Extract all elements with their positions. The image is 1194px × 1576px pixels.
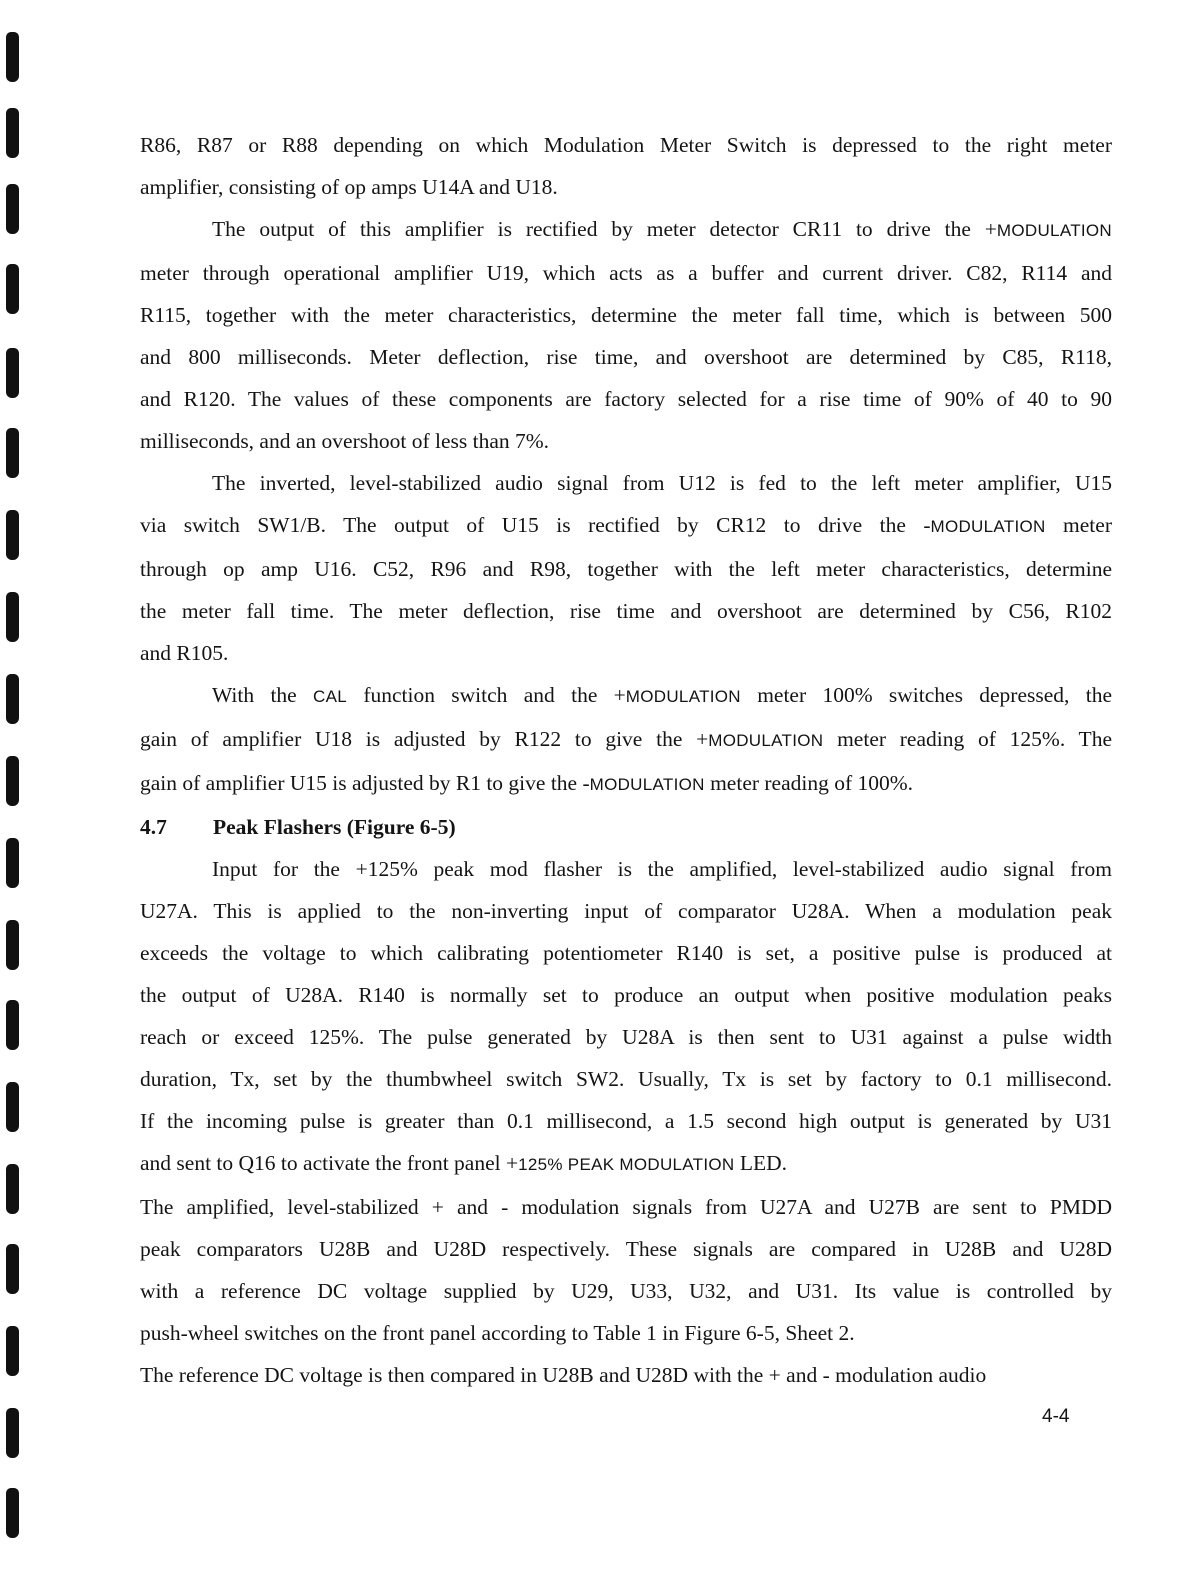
paragraph <box>140 1186 1112 1354</box>
binding-hole <box>6 1408 19 1458</box>
small-caps-text: MODULATION <box>930 517 1046 536</box>
page-number: 4-4 <box>1042 1406 1070 1427</box>
text-line <box>140 1312 1112 1354</box>
text-run: meter through operational amplifier U19, which acts as a buffer and current driver. C82, R114 and <box>140 261 1112 285</box>
small-caps-text: MODULATION <box>996 221 1112 240</box>
text-line <box>140 1058 1112 1100</box>
binding-hole <box>6 1326 19 1376</box>
text-line <box>140 848 1112 890</box>
binding-hole <box>6 1082 19 1132</box>
text-run: and sent to Q16 to activate the front panel + <box>140 1151 519 1175</box>
text-run: Input for the +125% peak mod flasher is the amplified, level-stabilized audio signal from <box>212 857 1112 881</box>
binding-hole <box>6 592 19 642</box>
small-caps-text: MODULATION <box>708 731 824 750</box>
paragraph <box>140 208 1112 462</box>
text-run: via switch SW1/B. The output of U15 is rectified by CR12 to drive the - <box>140 513 931 537</box>
text-line <box>140 336 1112 378</box>
text-run: milliseconds, and an overshoot of less than 7%. <box>140 429 550 453</box>
text-line <box>140 252 1112 294</box>
text-line <box>140 1228 1112 1270</box>
binding-hole <box>6 674 19 724</box>
binding-hole <box>6 1164 19 1214</box>
binding-hole <box>6 1000 19 1050</box>
binding-hole <box>6 838 19 888</box>
text-line <box>140 420 1112 462</box>
text-line <box>140 166 1112 208</box>
text-run: exceeds the voltage to which calibrating potentiometer R140 is set, a positive pulse is produced at <box>140 941 1112 965</box>
text-run: gain of amplifier U15 is adjusted by R1 to give the - <box>140 771 590 795</box>
text-run: amplifier, consisting of op amps U14A and U18. <box>140 175 558 199</box>
binding-hole <box>6 184 19 234</box>
text-line <box>140 124 1112 166</box>
section-body-text <box>140 848 1112 1396</box>
binding-hole <box>6 348 19 398</box>
text-line <box>140 208 1112 252</box>
paragraph <box>140 674 1112 806</box>
text-run: push-wheel switches on the front panel according to Table 1 in Figure 6-5, Sheet 2. <box>140 1321 855 1345</box>
text-run: U27A. This is applied to the non-inverting input of comparator U28A. When a modulation peak <box>140 899 1112 923</box>
binding-hole <box>6 428 19 478</box>
small-caps-text: MODULATION <box>589 775 705 794</box>
paragraph <box>140 462 1112 674</box>
section-number: 4.7 <box>140 815 167 839</box>
text-run: With the <box>212 683 314 707</box>
text-run: meter reading of 100%. <box>704 771 914 795</box>
text-line <box>140 718 1112 762</box>
text-run: through op amp U16. C52, R96 and R98, together with the left meter characteristics, determine <box>140 557 1112 581</box>
text-line <box>140 932 1112 974</box>
binding-hole <box>6 1488 19 1538</box>
text-run: the output of U28A. R140 is normally set to produce an output when positive modulation peaks <box>140 983 1112 1007</box>
paragraph <box>140 848 1112 1186</box>
binding-hole <box>6 510 19 560</box>
text-run: The output of this amplifier is rectified by meter detector CR11 to drive the + <box>212 217 997 241</box>
binding-hole <box>6 920 19 970</box>
small-caps-text: CAL <box>313 687 348 706</box>
section-title: Peak Flashers (Figure 6-5) <box>213 815 456 839</box>
text-run: duration, Tx, set by the thumbwheel switch SW2. Usually, Tx is set by factory to 0.1 millisecond. <box>140 1067 1112 1091</box>
text-line <box>140 974 1112 1016</box>
text-line <box>140 462 1112 504</box>
text-line <box>140 674 1112 718</box>
text-run: gain of amplifier U18 is adjusted by R122 to give the + <box>140 727 709 751</box>
binding-hole <box>6 108 19 158</box>
text-line <box>140 590 1112 632</box>
binding-hole <box>6 32 19 82</box>
text-run: If the incoming pulse is greater than 0.1 millisecond, a 1.5 second high output is generated by U31 <box>140 1109 1112 1133</box>
text-line <box>140 504 1112 548</box>
text-run: The reference DC voltage is then compared in U28B and U28D with the + and - modulation audio <box>140 1363 987 1387</box>
text-line <box>140 1354 1112 1396</box>
binding-hole <box>6 264 19 314</box>
text-run: R115, together with the meter characteristics, determine the meter fall time, which is between 500 <box>140 303 1112 327</box>
text-run: meter <box>1045 513 1112 537</box>
small-caps-text: MODULATION <box>625 687 741 706</box>
text-run: LED. <box>734 1151 788 1175</box>
text-run: with a reference DC voltage supplied by U29, U33, U32, and U31. Its value is controlled by <box>140 1279 1112 1303</box>
text-run: function switch and the + <box>347 683 626 707</box>
text-line <box>140 378 1112 420</box>
small-caps-text: 125% PEAK MODULATION <box>518 1155 735 1174</box>
text-line <box>140 1270 1112 1312</box>
body-text <box>140 124 1112 806</box>
text-run: and R120. The values of these components are factory selected for a rise time of 90% of 40 to 90 <box>140 387 1112 411</box>
paragraph <box>140 1354 1112 1396</box>
text-run: reach or exceed 125%. The pulse generated by U28A is then sent to U31 against a pulse width <box>140 1025 1112 1049</box>
text-run: meter reading of 125%. The <box>823 727 1112 751</box>
text-line <box>140 1100 1112 1142</box>
binding-hole <box>6 1244 19 1294</box>
document-page <box>140 124 1112 1396</box>
text-run: The inverted, level-stabilized audio signal from U12 is fed to the left meter amplifier, U15 <box>212 471 1112 495</box>
text-run: and R105. <box>140 641 229 665</box>
text-run: meter 100% switches depressed, the <box>740 683 1112 707</box>
paragraph <box>140 124 1112 208</box>
text-line <box>140 1016 1112 1058</box>
text-run: R86, R87 or R88 depending on which Modulation Meter Switch is depressed to the right meter <box>140 133 1112 157</box>
text-run: peak comparators U28B and U28D respectively. These signals are compared in U28B and U28D <box>140 1237 1112 1261</box>
text-run: and 800 milliseconds. Meter deflection, rise time, and overshoot are determined by C85, R118, <box>140 345 1112 369</box>
text-line <box>140 294 1112 336</box>
text-line <box>140 890 1112 932</box>
text-line <box>140 1142 1112 1186</box>
text-line <box>140 762 1112 806</box>
text-line <box>140 632 1112 674</box>
section-heading <box>140 806 1112 848</box>
binding-holes <box>0 0 60 1576</box>
text-line <box>140 548 1112 590</box>
text-line <box>140 1186 1112 1228</box>
text-run: the meter fall time. The meter deflection, rise time and overshoot are determined by C56, R102 <box>140 599 1112 623</box>
text-run: The amplified, level-stabilized + and - modulation signals from U27A and U27B are sent to PMDD <box>140 1195 1112 1219</box>
binding-hole <box>6 756 19 806</box>
